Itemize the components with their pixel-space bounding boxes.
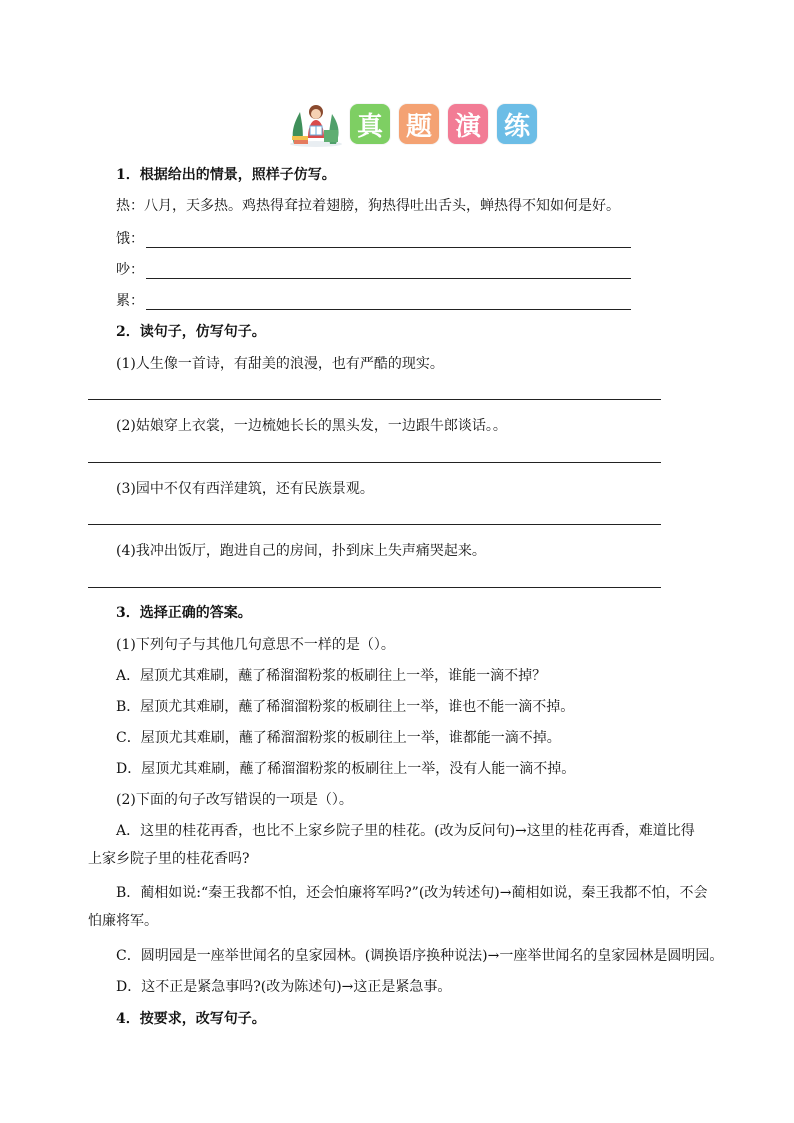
q3-sub1-option-a: A．屋顶尤其难刷，蘸了稀溜溜粉浆的板刷往上一举，谁能一滴不掉？ (116, 668, 547, 684)
section-banner (286, 100, 546, 148)
q1-blank-line-noisy[interactable] (146, 264, 631, 279)
q1-title: 1．根据给出的情景，照样子仿写。 (116, 167, 336, 183)
q2-item-4: (4)我冲出饭厅，跑进自己的房间，扑到床上失声痛哭起来。 (116, 543, 486, 559)
q3-sub2-option-d: D．这不正是紧急事吗?(改为陈述句)→这正是紧急事。 (116, 979, 452, 995)
q2-item-3: (3)园中不仅有西洋建筑，还有民族景观。 (116, 481, 374, 497)
q2-answer-line-3[interactable] (88, 524, 661, 525)
q3-title: 3．选择正确的答案。 (116, 605, 252, 621)
q4-title: 4．按要求，改写句子。 (116, 1011, 266, 1027)
q3-sub1-option-d: D．屋顶尤其难刷，蘸了稀溜溜粉浆的板刷往上一举，没有人能一滴不掉。 (116, 761, 576, 777)
banner-tile-ti: 题 (399, 104, 439, 144)
q3-sub1-option-c: C．屋顶尤其难刷，蘸了稀溜溜粉浆的板刷往上一举，谁都能一滴不掉。 (116, 730, 561, 746)
q2-answer-line-1[interactable] (88, 399, 661, 400)
q2-item-2: (2)姑娘穿上衣裳，一边梳她长长的黑头发，一边跟牛郎谈话。。 (116, 418, 507, 434)
q3-sub2-option-a: A．这里的桂花再香，也比不上家乡院子里的桂花。(改为反问句)→这里的桂花再香，难道比得上家乡院子里的桂花香吗? (88, 823, 695, 867)
q1-blank-line-hungry[interactable] (146, 233, 631, 248)
banner-tile-lian: 练 (497, 104, 537, 144)
q1-blank-row (116, 230, 631, 248)
q3-sub2-stem: (2)下面的句子改写错误的一项是（）。 (116, 792, 353, 808)
q3-sub2-option-b: B．蔺相如说:“秦王我都不怕，还会怕廉将军吗?”(改为转述句)→蔺相如说，秦王我都不怕，不会怕廉将军。 (88, 885, 708, 929)
q1-blank-row (116, 261, 631, 279)
q1-example: 热：八月，天多热。鸡热得耷拉着翅膀，狗热得吐出舌头，蝉热得不知如何是好。 (116, 198, 620, 214)
q1-blank-line-tired[interactable] (146, 295, 631, 310)
q3-sub1-option-b: B．屋顶尤其难刷，蘸了稀溜溜粉浆的板刷往上一举，谁也不能一滴不掉。 (116, 699, 575, 715)
reading-girl-illustration (286, 100, 346, 148)
q2-title: 2．读句子，仿写句子。 (116, 324, 266, 340)
q1-blank-label: 吵： (116, 262, 144, 278)
banner-tile-yan: 演 (448, 104, 488, 144)
q1-blank-row (116, 292, 631, 310)
q2-answer-line-4[interactable] (88, 587, 661, 588)
banner-tile-zhen: 真 (350, 104, 390, 144)
q1-blank-label: 累： (116, 293, 144, 309)
q1-blank-label: 饿： (116, 231, 144, 247)
q2-item-1: (1)人生像一首诗，有甜美的浪漫，也有严酷的现实。 (116, 356, 444, 372)
q2-answer-line-2[interactable] (88, 462, 661, 463)
q3-sub2-option-c: C．圆明园是一座举世闻名的皇家园林。(调换语序换种说法)→一座举世闻名的皇家园林是圆明园。 (116, 948, 724, 964)
q3-sub1-stem: (1)下列句子与其他几句意思不一样的是（）。 (116, 637, 395, 653)
